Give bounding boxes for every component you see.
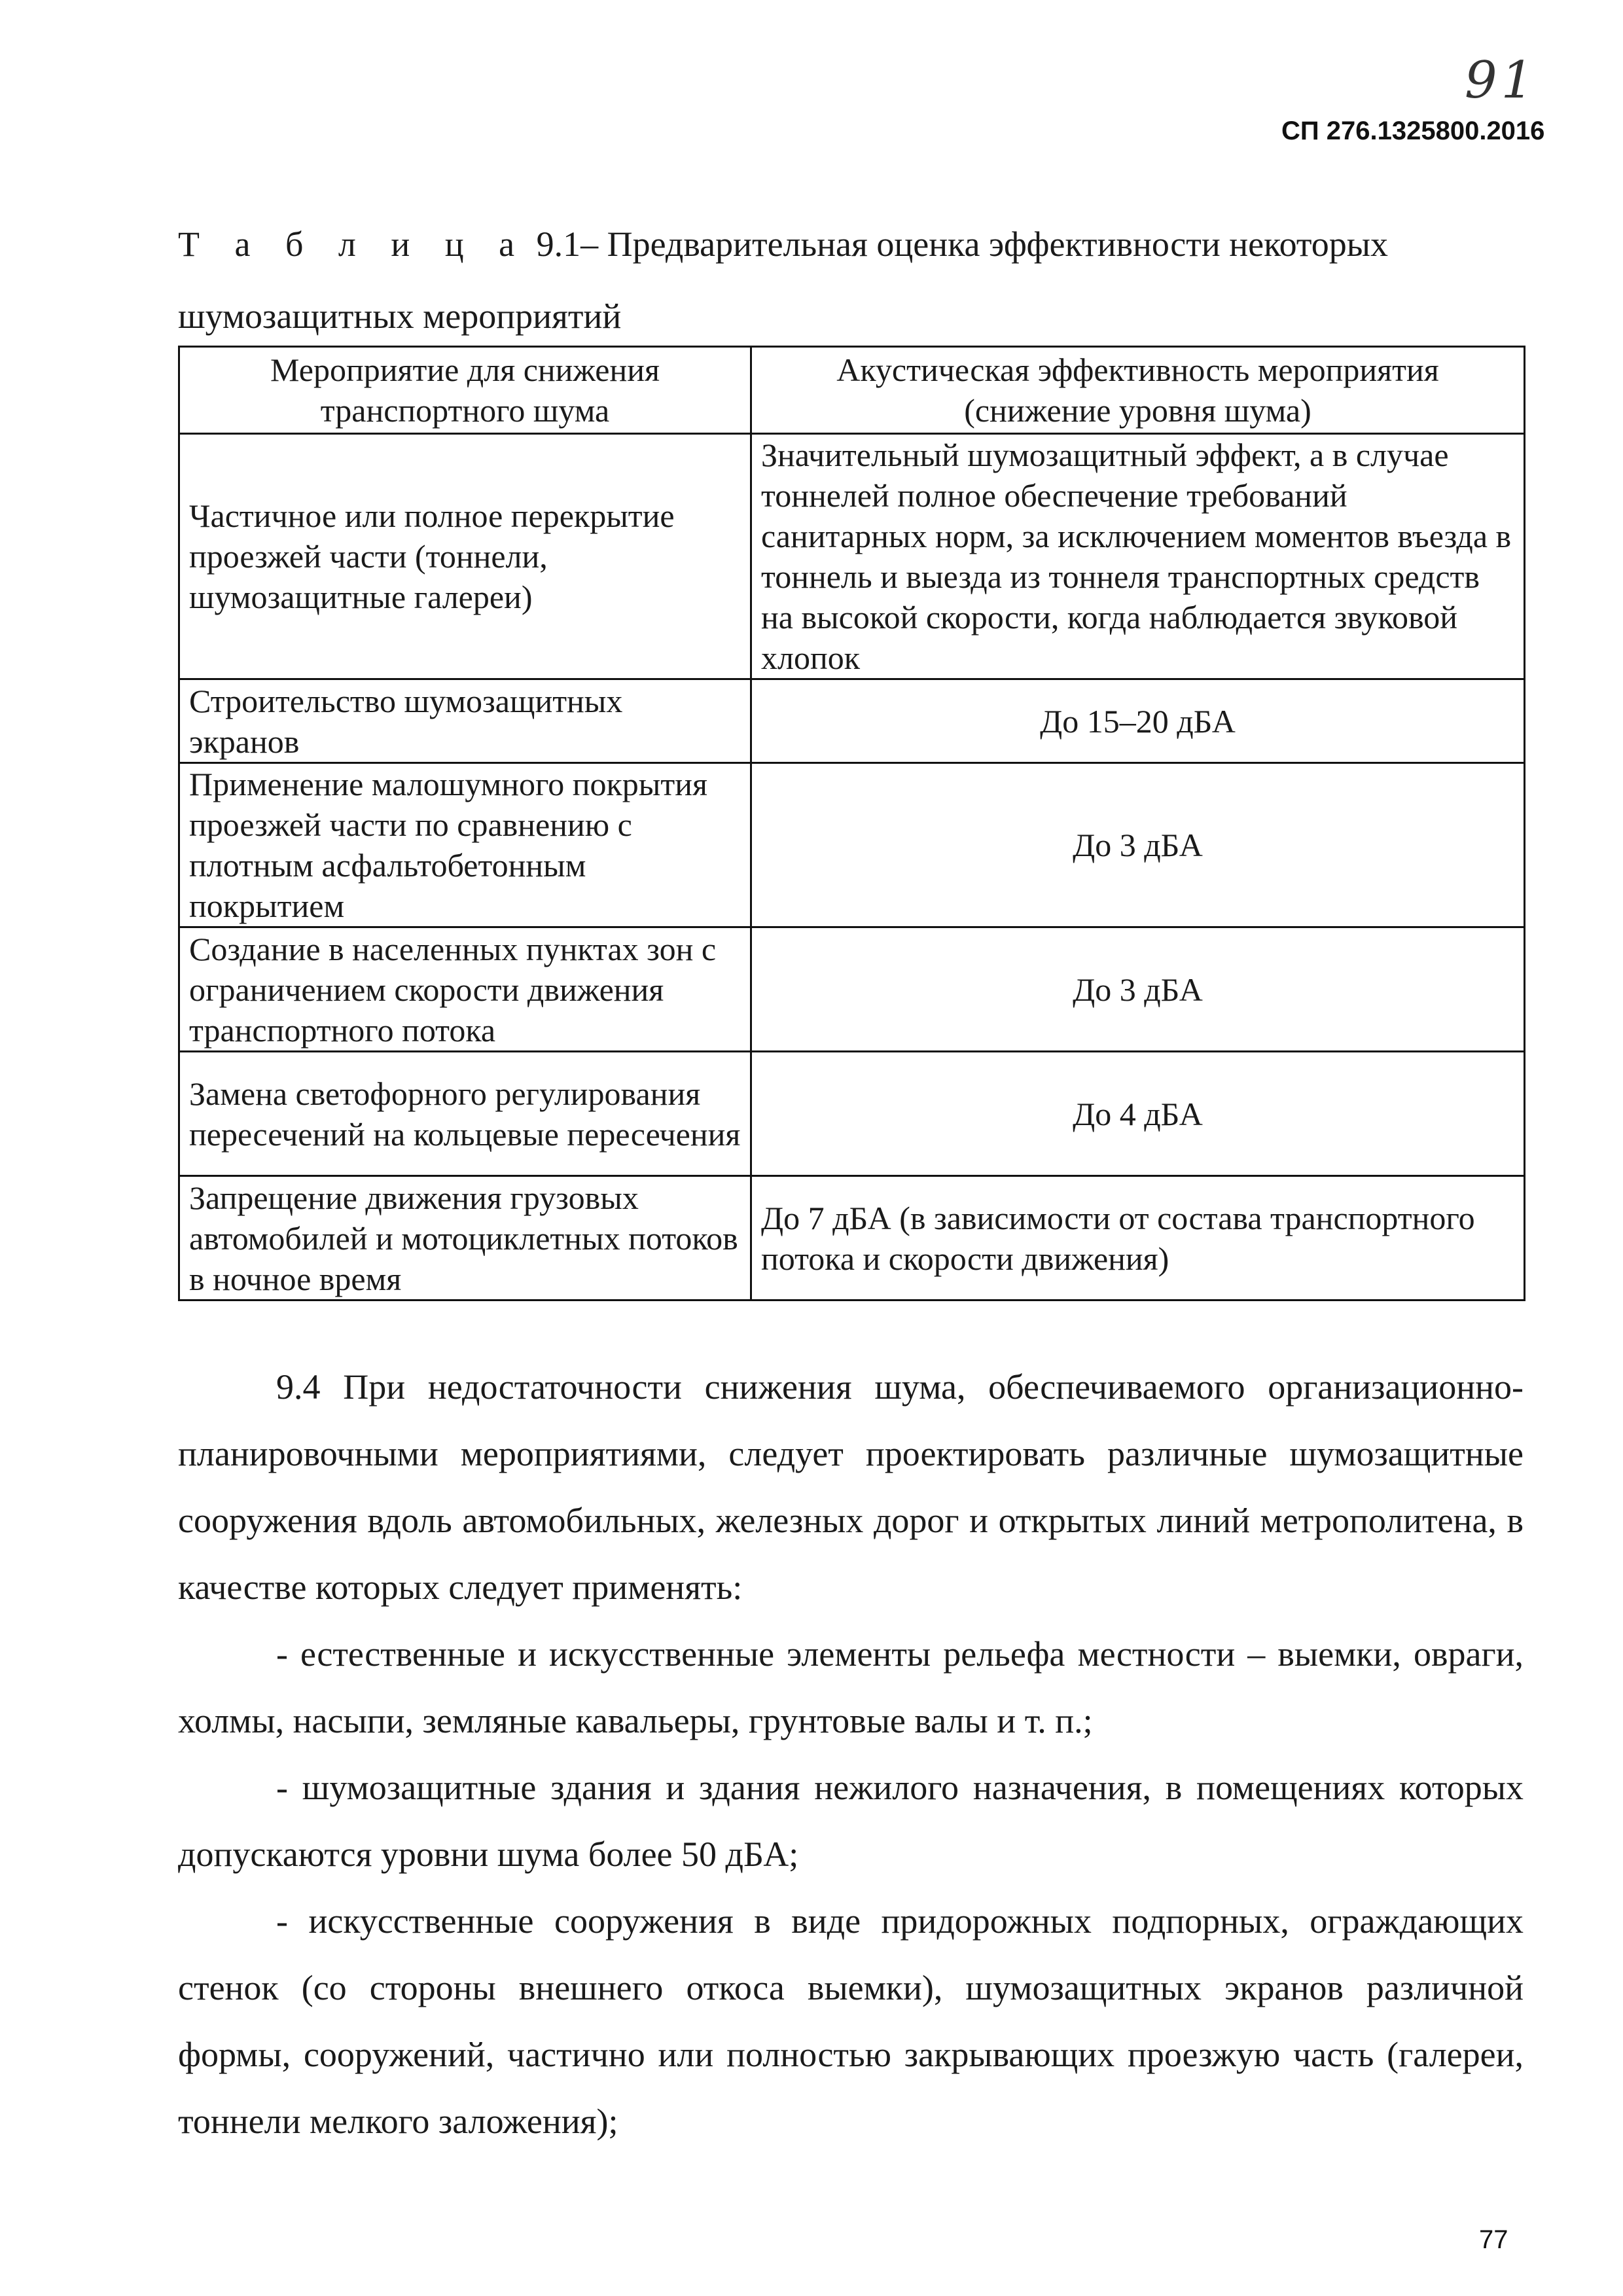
body-text xyxy=(178,1354,1524,2155)
paragraph-9-4: 9.4 При недостаточности снижения шума, обеспечиваемого организационно-планировочными мероприятиями, следует проектировать различные шумозащитные сооружения вдоль автомобильных, железных дорог и открытых линий метрополитена, в качестве которых следует применять: xyxy=(178,1367,1524,1607)
measure-cell: Строительство шумозащитных экранов xyxy=(179,679,751,763)
header-measure: Мероприятие для снижения транспортного шума xyxy=(179,347,751,434)
handwritten-page-number: 91 xyxy=(1465,51,1538,110)
table-row xyxy=(179,1052,1525,1176)
measure-cell: Замена светофорного регулирования пересечений на кольцевые пересечения xyxy=(179,1052,751,1176)
table-caption xyxy=(178,208,1526,352)
measure-cell: Запрещение движения грузовых автомобилей и мотоциклетных потоков в ночное время xyxy=(179,1176,751,1300)
list-item: - искусственные сооружения в виде придорожных подпорных, ограждающих стенок (со стороны внешнего откоса выемки), шумозащитных экранов различной формы, сооружений, частично или полностью закрывающих проезжую часть (галереи, тоннели мелкого заложения); xyxy=(178,1901,1524,2141)
document-code: СП 276.1325800.2016 xyxy=(1281,117,1545,145)
page-number: 77 xyxy=(1479,2225,1508,2254)
efficiency-cell: Значительный шумозащитный эффект, а в случае тоннелей полное обеспечение требований санитарных норм, за исключением моментов въезда в тоннель и выезда из тоннеля транспортных средств на высокой скорости, когда наблюдается звуковой хлопок xyxy=(751,434,1525,679)
efficiency-cell: До 4 дБА xyxy=(751,1052,1525,1176)
table-header-row xyxy=(179,347,1525,434)
efficiency-cell: До 15–20 дБА xyxy=(751,679,1525,763)
header-efficiency: Акустическая эффективность мероприятия (снижение уровня шума) xyxy=(751,347,1525,434)
list-item: - естественные и искусственные элементы рельефа местности – выемки, овраги, холмы, насыпи, земляные кавальеры, грунтовые валы и т. п.; xyxy=(178,1634,1524,1740)
measure-cell: Применение малошумного покрытия проезжей части по сравнению с плотным асфальтобетонным покрытием xyxy=(179,763,751,927)
table-row xyxy=(179,434,1525,679)
efficiency-cell: До 3 дБА xyxy=(751,927,1525,1052)
measure-cell: Создание в населенных пунктах зон с ограничением скорости движения транспортного потока xyxy=(179,927,751,1052)
table-caption-text: 9.1– Предварительная оценка эффективности некоторых шумозащитных мероприятий xyxy=(178,224,1389,336)
efficiency-cell: До 3 дБА xyxy=(751,763,1525,927)
measure-cell: Частичное или полное перекрытие проезжей части (тоннели, шумозащитные галереи) xyxy=(179,434,751,679)
table-caption-prefix: Т а б л и ц а xyxy=(178,224,528,264)
table-row xyxy=(179,763,1525,927)
table-row xyxy=(179,1176,1525,1300)
list-item: - шумозащитные здания и здания нежилого назначения, в помещениях которых допускаются уровни шума более 50 дБА; xyxy=(178,1768,1524,1874)
noise-measures-table xyxy=(178,346,1525,1301)
efficiency-cell: До 7 дБА (в зависимости от состава транспортного потока и скорости движения) xyxy=(751,1176,1525,1300)
table-row xyxy=(179,927,1525,1052)
table-row xyxy=(179,679,1525,763)
